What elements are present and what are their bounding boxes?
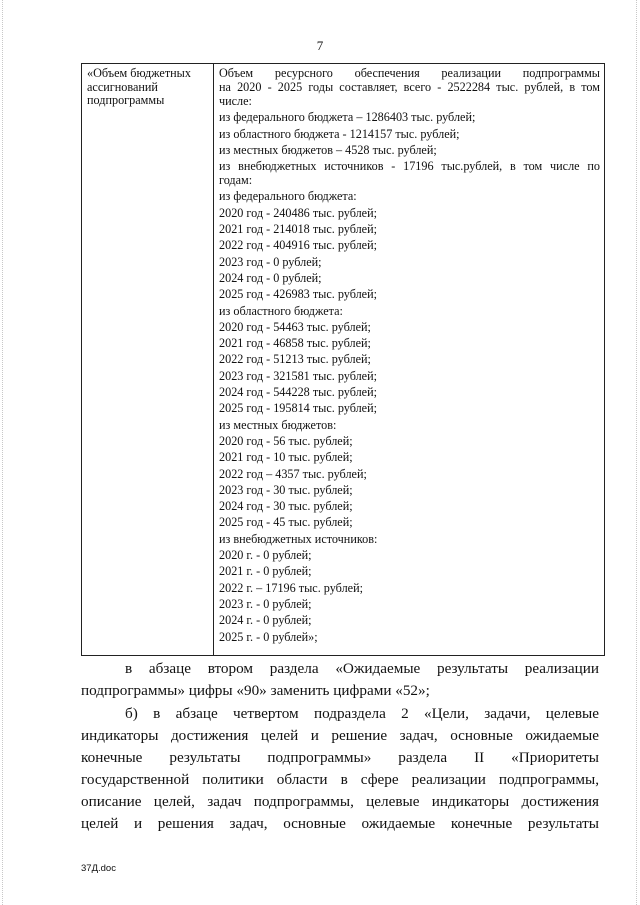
table-line: 2021 год - 10 тыс. рублей; [219,450,353,465]
paragraph-line: описание целей, задач подпрограммы, целевые индикаторы достижения [81,793,599,810]
table-line: 2021 год - 46858 тыс. рублей; [219,336,371,351]
table-line: 2022 год - 404916 тыс. рублей; [219,238,378,253]
table-line: из внебюджетных источников: [219,531,378,546]
paragraph-line: целей и решения задач, основные ожидаемые конечные результаты [81,815,599,832]
table-row [82,64,605,656]
page-number: 7 [316,38,324,53]
table-line: 2021 г. - 0 рублей; [219,564,312,579]
table-row-label: «Объем бюджетных ассигнований подпрограммы [82,64,214,656]
paragraph-line: конечные результаты подпрограммы» раздела II «Приоритеты [81,749,599,766]
table-line: 2023 год - 0 рублей; [219,254,322,269]
paragraph-line: индикаторы достижения целей и решение задач, основные ожидаемые [81,727,599,744]
paragraph-line: б) в абзаце четвертом подраздела 2 «Цели, задачи, целевые [125,705,599,722]
table-line: на 2020 - 2025 годы составляет, всего - 2522284 тыс. рублей, в том [219,80,600,94]
table-line: 2024 год - 544228 тыс. рублей; [219,385,378,400]
table-line: 2023 год - 30 тыс. рублей; [219,482,353,497]
table-line: 2025 год - 195814 тыс. рублей; [219,401,378,416]
paragraph-2 [81,703,599,835]
table-line: 2022 г. – 17196 тыс. рублей; [219,580,363,595]
table-line: годам: [219,173,253,188]
table-line: 2022 год - 51213 тыс. рублей; [219,352,371,367]
table-line: 2020 год - 56 тыс. рублей; [219,433,353,448]
table-line: 2020 г. - 0 рублей; [219,548,312,563]
table-line: из внебюджетных источников - 17196 тыс.рублей, в том числе по [219,159,600,174]
table-line: 2022 год – 4357 тыс. рублей; [219,466,367,481]
table-line: 2025 год - 45 тыс. рублей; [219,515,353,530]
scan-edge-right [636,0,638,905]
paragraph-line: государственной политики области в сфере реализации подпрограммы, [81,771,599,788]
table-line: из местных бюджетов: [219,417,337,432]
table-line: из федерального бюджета: [219,189,357,204]
table-line: 2020 год - 240486 тыс. рублей; [219,205,378,220]
scan-edge-left [2,0,4,905]
table-line: 2023 г. - 0 рублей; [219,596,312,611]
table-line: Объем ресурсного обеспечения реализации подпрограммы [219,66,600,80]
table-line: 2021 год - 214018 тыс. рублей; [219,222,378,237]
paragraph-1 [81,658,599,702]
table-line: 2023 год - 321581 тыс. рублей; [219,368,378,383]
table-line: из областного бюджета - 1214157 тыс. рублей; [219,126,460,141]
table-line: из федерального бюджета – 1286403 тыс. рублей; [219,110,476,125]
table-line: 2024 год - 30 тыс. рублей; [219,499,353,514]
table-line: 2024 г. - 0 рублей; [219,613,312,628]
table-line: из областного бюджета: [219,303,343,318]
table-line: 2025 год - 426983 тыс. рублей; [219,287,378,302]
table-line: 2024 год - 0 рублей; [219,270,322,285]
table-line: из местных бюджетов – 4528 тыс. рублей; [219,142,437,157]
table-line: 2025 г. - 0 рублей»; [219,629,318,644]
paragraph-line: в абзаце втором раздела «Ожидаемые результаты реализации [125,660,599,677]
table-content-cell [214,64,605,656]
footer-file-name: 37Д.doc [81,863,116,874]
table-line: 2020 год - 54463 тыс. рублей; [219,319,371,334]
paragraph-line: подпрограммы» цифры «90» заменить цифрами «52»; [81,682,430,699]
table-line: числе: [219,94,252,108]
budget-allocation-table [81,63,605,656]
